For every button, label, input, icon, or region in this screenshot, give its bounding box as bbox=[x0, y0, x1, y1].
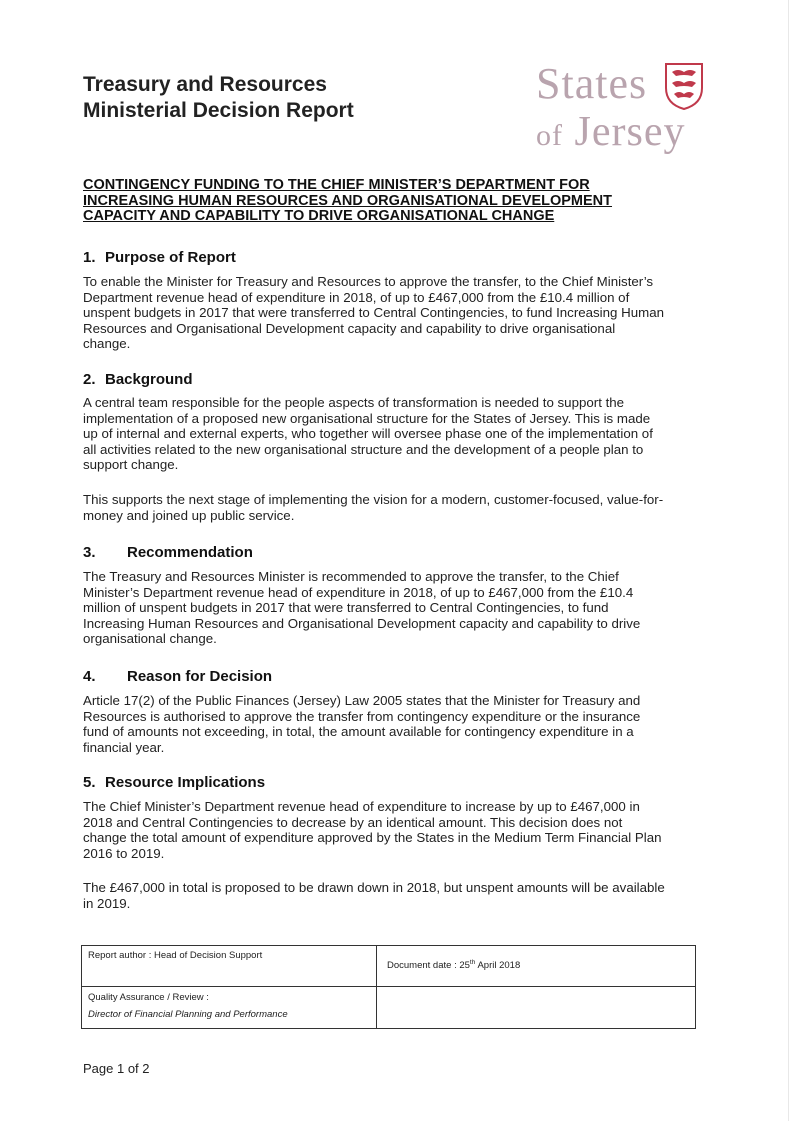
section-title: Background bbox=[105, 371, 193, 388]
logo-of-text: of bbox=[536, 119, 563, 152]
paragraph-line: fund of amounts not exceeding, in total, the amount available for contingency expenditure in a bbox=[83, 724, 634, 739]
document-date-suffix: April 2018 bbox=[475, 960, 521, 972]
page-number: Page 1 of 2 bbox=[83, 1061, 150, 1076]
scan-edge-line bbox=[788, 0, 789, 1121]
section-body-resources bbox=[83, 799, 703, 861]
paragraph-line: financial year. bbox=[83, 739, 165, 755]
quality-assurance-label: Quality Assurance / Review : bbox=[88, 992, 209, 1003]
logo-states-text: States bbox=[536, 59, 648, 108]
section-number: 5. bbox=[83, 774, 96, 791]
paragraph-line: Resources is authorised to approve the transfer from contingency expenditure or the insurance bbox=[83, 708, 641, 724]
subject-title-line-1: CONTINGENCY FUNDING TO THE CHIEF MINISTER’S DEPARTMENT FOR bbox=[83, 177, 590, 193]
section-body-background bbox=[83, 395, 703, 473]
report-header-title bbox=[83, 72, 463, 124]
report-details-table bbox=[81, 945, 696, 1029]
paragraph-line: money and joined up public service. bbox=[83, 507, 295, 523]
document-date-prefix: Document date : 25 bbox=[387, 960, 470, 972]
section-heading-reason bbox=[83, 668, 272, 685]
paragraph-line: million of unspent budgets in 2017 that were transferred to Central Contingencies, to fund bbox=[83, 600, 609, 615]
paragraph-line: Increasing Human Resources and Organisational Development capacity and capability to drive bbox=[83, 615, 641, 631]
paragraph-line: organisational change. bbox=[83, 631, 217, 646]
paragraph-line: The Treasury and Resources Minister is recommended to approve the transfer, to the Chief bbox=[83, 569, 619, 584]
paragraph-line: change the total amount of expenditure approved by the States in the Medium Term Financial Plan bbox=[83, 830, 662, 845]
subject-title-line-3: CAPACITY AND CAPABILITY TO DRIVE ORGANISATIONAL CHANGE bbox=[83, 208, 555, 224]
jersey-crest-icon bbox=[664, 62, 704, 110]
paragraph-line: 2016 to 2019. bbox=[83, 845, 165, 861]
paragraph-line: all activities related to the new organisational structure and the development of a people plan to bbox=[83, 441, 644, 457]
paragraph-line: To enable the Minister for Treasury and Resources to approve the transfer, to the Chief Minister’s bbox=[83, 274, 654, 289]
paragraph-line: unspent budgets in 2017 that were transferred to Central Contingencies, to fund Increasing Human bbox=[83, 305, 664, 320]
section-title: Purpose of Report bbox=[105, 249, 236, 266]
section-number: 1. bbox=[83, 249, 96, 266]
document-date-ordinal: th bbox=[469, 959, 476, 966]
logo-of-jersey-text bbox=[536, 108, 685, 156]
logo-jersey-text: Jersey bbox=[574, 109, 686, 155]
paragraph-line: change. bbox=[83, 336, 131, 351]
paragraph-line: in 2019. bbox=[83, 895, 131, 911]
quality-assurance-value: Director of Financial Planning and Performance bbox=[88, 1009, 288, 1020]
section-heading-purpose bbox=[83, 249, 236, 266]
section-body-reason bbox=[83, 693, 703, 755]
section-heading-resources bbox=[83, 774, 265, 791]
section-body-resources-2 bbox=[83, 880, 703, 911]
table-divider-horizontal bbox=[82, 986, 695, 987]
paragraph-line: A central team responsible for the people aspects of transformation is needed to support the bbox=[83, 395, 625, 410]
report-subject-title bbox=[83, 178, 683, 225]
paragraph-line: 2018 and Central Contingencies to decrease by an identical amount. This decision does not bbox=[83, 814, 623, 830]
paragraph-line: Article 17(2) of the Public Finances (Jersey) Law 2005 states that the Minister for Treasury and bbox=[83, 693, 641, 708]
header-title-line-1: Treasury and Resources bbox=[83, 73, 327, 96]
table-divider-vertical bbox=[376, 946, 377, 1028]
section-body-background-2 bbox=[83, 492, 703, 523]
paragraph-line: The £467,000 in total is proposed to be drawn down in 2018, but unspent amounts will be available bbox=[83, 880, 665, 895]
report-author-cell: Report author : Head of Decision Support bbox=[88, 950, 263, 961]
section-body-recommendation bbox=[83, 569, 703, 647]
section-title: Reason for Decision bbox=[127, 668, 273, 685]
section-title: Resource Implications bbox=[105, 774, 266, 791]
section-title: Recommendation bbox=[127, 544, 253, 561]
section-heading-recommendation bbox=[83, 544, 253, 561]
paragraph-line: The Chief Minister’s Department revenue head of expenditure to increase by up to £467,000 in bbox=[83, 799, 640, 814]
paragraph-line: implementation of a proposed new organisational structure for the States of Jersey. This is made bbox=[83, 410, 651, 426]
paragraph-line: Resources and Organisational Development capacity and capability to drive organisational bbox=[83, 320, 616, 336]
paragraph-line: Department revenue head of expenditure in 2018, of up to £467,000 from the £10.4 million of bbox=[83, 289, 630, 305]
subject-title-line-2: INCREASING HUMAN RESOURCES AND ORGANISATIONAL DEVELOPMENT bbox=[83, 192, 613, 209]
section-number: 2. bbox=[83, 371, 96, 388]
states-of-jersey-logo bbox=[534, 56, 724, 166]
section-number: 4. bbox=[83, 668, 96, 685]
header-title-line-2: Ministerial Decision Report bbox=[83, 99, 354, 122]
paragraph-line: Minister’s Department revenue head of expenditure in 2018, of up to £467,000 from the £10.4 bbox=[83, 584, 634, 600]
section-body-purpose bbox=[83, 274, 703, 352]
paragraph-line: support change. bbox=[83, 457, 179, 472]
section-number: 3. bbox=[83, 544, 96, 561]
document-date-cell bbox=[387, 959, 520, 971]
paragraph-line: up of internal and external experts, who together will oversee phase one of the implementation of bbox=[83, 426, 653, 441]
paragraph-line: This supports the next stage of implementing the vision for a modern, customer-focused, value-for- bbox=[83, 492, 664, 507]
section-heading-background bbox=[83, 371, 193, 388]
